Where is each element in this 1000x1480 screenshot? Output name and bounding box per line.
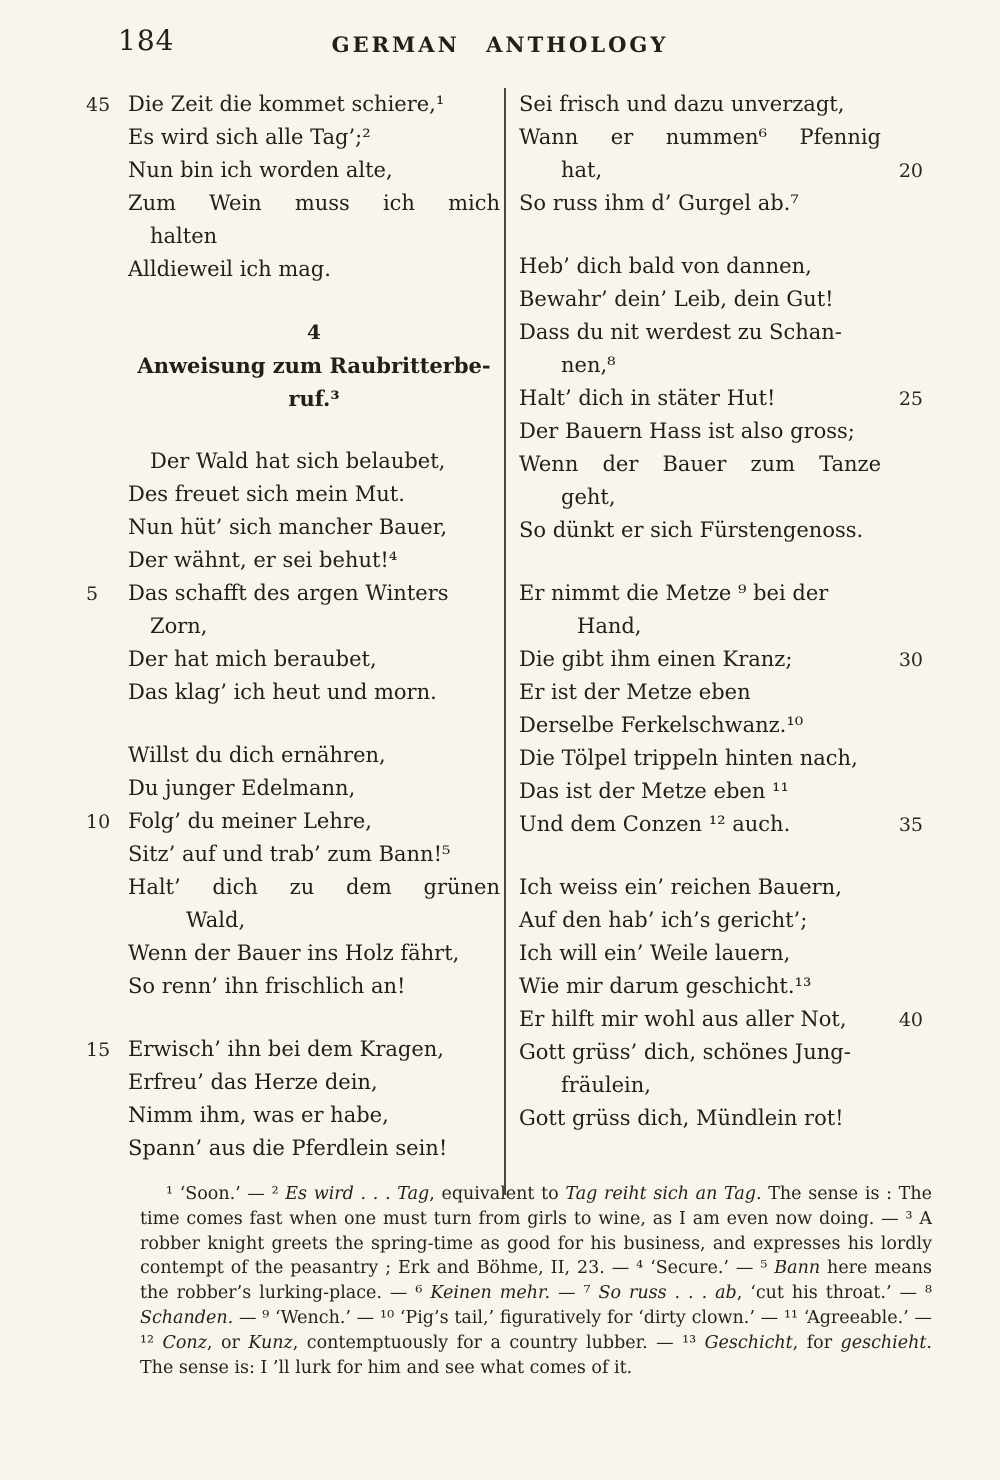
poem-line [128,445,500,478]
poem-line [519,250,881,283]
poem-line-text: Bewahr’ dein’ Leib, dein Gut! [519,287,834,311]
poem-line [86,805,500,838]
poem-line-text: Dass du nit werdest zu Schan- [519,320,842,344]
poem-line-text: Alldieweil ich mag. [128,257,331,281]
poem-line-text: Und dem Conzen ¹² auch. [519,812,791,836]
footnote-italic-text: Schanden. [140,1307,234,1328]
poem-line [128,739,500,772]
poem-line [519,643,923,676]
line-number: 15 [86,1039,111,1061]
poem-columns [86,88,923,1195]
stanza-title: ruf.³ [288,386,340,411]
poem-line [519,121,881,154]
poem-line-text: Er ist der Metze eben [519,680,751,704]
footnotes [140,1182,932,1380]
footnote-text: , or [206,1332,249,1353]
poem-line-text: Sitz’ auf und trab’ zum Bann!⁵ [128,842,451,866]
poem-line [519,871,881,904]
poem-line [519,904,881,937]
poem-line-text: Das klag’ ich heut und morn. [128,680,437,704]
poem-line [519,1036,881,1069]
footnote-text: . The sense is : The time comes fast when one must turn from girls to wine, as I am even now doing. — ³ A robber knight greets the spring-time as good for his business, and expresses his lordly contempt of the peasantry ; Erk and Böhme, II, 23. — ⁴ ‘Secure.’ — ⁵ [140,1184,932,1279]
poem-line-text: nen,⁸ [561,353,616,377]
poem-line-text: Der hat mich beraubet, [128,647,377,671]
poem-line [128,772,500,805]
footnote-italic-text: Keinen mehr. [430,1283,551,1304]
footnote-text: here means the robber’s lurking-place. — ⁶ [140,1258,932,1304]
stanza [519,250,923,547]
poem-line-text: Folg’ du meiner Lehre, [128,809,372,833]
poem-line-text: Die Tölpel trippeln hinten nach, [519,746,858,770]
poem-line-text: Sei frisch und dazu unverzagt, [519,92,845,116]
stanza [519,88,923,220]
poem-line [128,154,500,187]
poem-line-text: Ich will ein’ Weile lauern, [519,941,791,965]
poem-line-text: Halt’ dich zu dem grünen [128,875,500,899]
line-number: 35 [898,814,923,836]
poem-line-text: hat, [561,158,603,182]
footnote-text: , equivalent to [429,1184,566,1204]
footnote-italic-text: geschieht [840,1332,927,1353]
poem-line [128,937,500,970]
poem-line [519,775,881,808]
poem-line-text: Es wird sich alle Tag’;² [128,125,371,149]
stanza [86,88,500,286]
poem-line [128,187,500,220]
poem-line-text: Zorn, [150,614,208,638]
footnote-italic-text: Conz [162,1332,207,1353]
poem-line-text: Nun bin ich worden alte, [128,158,393,182]
poem-line [519,577,881,610]
column-divider [504,88,506,1195]
footnote-text: — ⁹ ‘Wench.’ — ¹⁰ ‘Pig’s tail,’ figuratively for ‘dirty clown.’ — ¹¹ ‘Agreeable.’ — ¹² [140,1307,932,1353]
poem-line-text: geht, [561,485,616,509]
line-number: 45 [86,94,111,116]
poem-line [519,316,881,349]
poem-line [519,481,881,514]
poem-line-text: Wald, [186,908,246,932]
poem-line-text: Nun hüt’ sich mancher Bauer, [128,515,448,539]
poem-line [519,88,881,121]
footnote-text: . The sense is: I ’ll lurk for him and see what comes of it. [140,1332,932,1378]
poem-line-text: Derselbe Ferkelschwanz.¹⁰ [519,713,804,737]
poem-line-text: Er nimmt die Metze ⁹ bei der [519,581,829,605]
poem-line [128,838,500,871]
poem-line [519,448,881,481]
poem-line [128,1132,500,1165]
poem-line-text: Auf den hab’ ich’s gericht’; [519,908,808,932]
poem-line-text: Der wähnt, er sei behut!⁴ [128,548,398,572]
poem-line [519,154,923,187]
footnote-text: , contemptuously for a country lubber. — ¹³ [292,1332,705,1353]
footnote-italic-text: Es wird . . . Tag [285,1184,430,1204]
line-number: 30 [898,649,923,671]
poem-line [128,544,500,577]
stanza [86,739,500,1003]
poem-line [128,904,500,937]
poem-line [128,610,500,643]
poem-line [519,514,881,547]
footnote-text: , ‘cut his throat.’ — ⁸ [736,1283,932,1304]
poem-line [519,709,881,742]
footnote-italic-text: Kunz [248,1332,293,1353]
line-number: 40 [898,1009,923,1031]
poem-line [519,1069,881,1102]
poem-line-text: Willst du dich ernähren, [128,743,386,767]
poem-line [128,220,500,253]
poem-line-text: So renn’ ihn frischlich an! [128,974,406,998]
poem-line [128,253,500,286]
poem-line [519,283,881,316]
poem-line-text: Des freuet sich mein Mut. [128,482,405,506]
poem-line-text: Hand, [577,614,642,638]
poem-line-text: Wenn der Bauer zum Tanze [519,452,881,476]
poem-line-text: Die Zeit die kommet schiere,¹ [128,92,445,116]
stanza [86,1033,500,1165]
poem-line [86,577,500,610]
poem-line-text: Wann er nummen⁶ Pfennig [519,125,881,149]
poem-line [519,1102,881,1135]
running-header: GERMAN ANTHOLOGY [331,32,669,57]
poem-line [128,970,500,1003]
poem-line-text: Die gibt ihm einen Kranz; [519,647,793,671]
poem-line-text: Erwisch’ ihn bei dem Kragen, [128,1037,444,1061]
poem-line [519,742,881,775]
poem-line [519,349,881,382]
poem-line-text: Das ist der Metze eben ¹¹ [519,779,789,803]
poem-line [128,871,500,904]
poem-line-text: Er hilft mir wohl aus aller Not, [519,1007,847,1031]
poem-line-text: Ich weiss ein’ reichen Bauern, [519,875,842,899]
poem-line-text: Erfreu’ das Herze dein, [128,1070,378,1094]
poem-line-text: Der Bauern Hass ist also gross; [519,419,855,443]
stanza-title: Anweisung zum Raubritterbe- [137,353,491,378]
poem-line [519,415,881,448]
footnote-italic-text: Geschicht [704,1332,793,1353]
poem-line [86,88,500,121]
poem-line [519,937,881,970]
poem-line-text: Gott grüss dich, Mündlein rot! [519,1106,844,1130]
poem-line [519,610,881,643]
poem-line [519,187,881,220]
poem-line [128,676,500,709]
footnote-italic-text: So russ . . . ab [598,1283,737,1304]
poem-line-text: Der Wald hat sich belaubet, [150,449,446,473]
poem-line-text: Zum Wein muss ich mich [128,191,500,215]
poem-line [128,1066,500,1099]
poem-line-text: Nimm ihm, was er habe, [128,1103,389,1127]
line-number: 20 [898,160,923,182]
stanza [86,445,500,709]
poem-line-text: Wie mir darum geschicht.¹³ [519,974,812,998]
footnote-text: — ⁷ [550,1283,599,1304]
poem-line [519,970,881,1003]
poem-line-text: halten [150,224,218,248]
footnote-text: , for [792,1332,841,1353]
stanza [519,577,923,841]
stanza [519,871,923,1135]
line-number: 25 [898,388,923,410]
poem-line [128,511,500,544]
poem-line-text: So dünkt er sich Fürstengenoss. [519,518,864,542]
poem-line-text: Wenn der Bauer ins Holz fährt, [128,941,460,965]
right-column [519,88,923,1195]
footnote-italic-text: Bann [774,1258,821,1279]
poem-line-text: Spann’ aus die Pferdlein sein! [128,1136,448,1160]
poem-line [128,478,500,511]
left-column [86,88,500,1195]
line-number: 5 [86,583,99,605]
poem-line-text: fräulein, [561,1073,651,1097]
poem-line [128,643,500,676]
poem-line [128,121,500,154]
footnote-text: ¹ ‘Soon.’ — ² [166,1184,286,1204]
poem-line [519,676,881,709]
poem-line-text: Halt’ dich in stäter Hut! [519,386,776,410]
page-number: 184 [118,24,175,57]
poem-line-text: So russ ihm d’ Gurgel ab.⁷ [519,191,799,215]
poem-line [519,382,923,415]
poem-line-text: Heb’ dich bald von dannen, [519,254,812,278]
footnote-italic-text: Tag reiht sich an Tag [565,1184,756,1204]
poem-line-text: Gott grüss’ dich, schönes Jung- [519,1040,851,1064]
poem-line [519,1003,923,1036]
stanza-number: 4 [307,320,321,344]
poem-line [128,1099,500,1132]
stanza-heading [128,316,500,415]
poem-line-text: Das schafft des argen Winters [128,581,449,605]
poem-line [86,1033,500,1066]
line-number: 10 [86,811,111,833]
poem-line-text: Du junger Edelmann, [128,776,356,800]
poem-line [519,808,923,841]
